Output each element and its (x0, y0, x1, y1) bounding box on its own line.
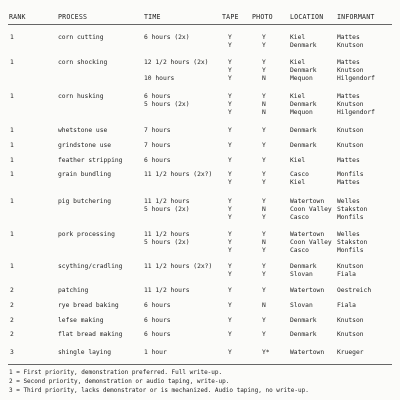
row-tape: Y (228, 271, 232, 278)
row-location: Denmark (290, 42, 317, 49)
row-location: Mequon (290, 75, 313, 82)
row-location: Kiel (290, 34, 306, 41)
row-photo: N (262, 206, 266, 213)
row-photo: Y (262, 59, 266, 66)
row-photo: Y (262, 179, 266, 186)
footnote-rank-1: 1 = First priority, demonstration preferred. Full write-up. (9, 369, 223, 376)
row-tape: Y (228, 247, 232, 254)
row-photo: Y (262, 247, 266, 254)
row-photo: Y (262, 231, 266, 238)
row-tape: Y (228, 239, 232, 246)
row-rank: 1 (10, 231, 14, 238)
row-tape: Y (228, 34, 232, 41)
row-tape: Y (228, 206, 232, 213)
row-tape: Y (228, 231, 232, 238)
row-rank: 1 (10, 59, 14, 66)
footnote-rank-3: 3 = Third priority, lacks demonstrator or is mechanized. Audio taping, no write-up. (9, 387, 309, 394)
row-location: Denmark (290, 317, 317, 324)
row-process: pig butchering (58, 198, 112, 205)
row-location: Casco (290, 247, 309, 254)
row-location: Denmark (290, 127, 317, 134)
row-process: feather stripping (58, 157, 123, 164)
footnote-rule (8, 364, 392, 365)
row-photo: Y (262, 198, 266, 205)
row-photo: Y (262, 127, 266, 134)
row-informant: Knutson (337, 142, 364, 149)
row-process: flat bread making (58, 331, 123, 338)
row-time: 6 hours (144, 93, 171, 100)
row-location: Denmark (290, 331, 317, 338)
row-process: whetstone use (58, 127, 108, 134)
row-tape: Y (228, 157, 232, 164)
row-informant: Mattes (337, 157, 360, 164)
row-process: scything/cradling (58, 263, 123, 270)
row-location: Casco (290, 214, 309, 221)
row-tape: Y (228, 179, 232, 186)
row-time: 6 hours (2x) (144, 34, 190, 41)
row-rank: 2 (10, 317, 14, 324)
header-rank: RANK (9, 13, 26, 21)
row-photo: Y (262, 67, 266, 74)
row-photo: Y (262, 34, 266, 41)
row-informant: Hilgendorf (337, 75, 375, 82)
row-informant: Knutson (337, 127, 364, 134)
row-tape: Y (228, 349, 232, 356)
row-informant: Oestreich (337, 287, 372, 294)
row-informant: Mattes (337, 179, 360, 186)
row-informant: Stakston (337, 206, 368, 213)
row-informant: Knutson (337, 331, 364, 338)
row-informant: Knutson (337, 101, 364, 108)
row-photo: N (262, 101, 266, 108)
row-time: 7 hours (144, 142, 171, 149)
row-location: Kiel (290, 93, 306, 100)
row-rank: 1 (10, 142, 14, 149)
row-location: Denmark (290, 101, 317, 108)
row-time: 5 hours (2x) (144, 101, 190, 108)
row-tape: Y (228, 171, 232, 178)
row-tape: Y (228, 127, 232, 134)
row-informant: Mattes (337, 59, 360, 66)
row-informant: Mattes (337, 34, 360, 41)
row-rank: 1 (10, 127, 14, 134)
footnote-rank-2: 2 = Second priority, demonstration or audio taping, write-up. (9, 378, 230, 385)
row-time: 5 hours (2x) (144, 206, 190, 213)
row-photo: N (262, 239, 266, 246)
row-time: 6 hours (144, 331, 171, 338)
row-time: 6 hours (144, 302, 171, 309)
row-informant: Mattes (337, 93, 360, 100)
header-informant: INFORMANT (337, 13, 375, 21)
row-location: Kiel (290, 59, 306, 66)
row-location: Slovan (290, 271, 313, 278)
row-location: Watertown (290, 349, 325, 356)
row-photo: Y (262, 42, 266, 49)
row-informant: Welles (337, 198, 360, 205)
row-rank: 2 (10, 302, 14, 309)
row-informant: Knutson (337, 67, 364, 74)
row-photo: Y (262, 157, 266, 164)
row-photo: N (262, 302, 266, 309)
row-rank: 2 (10, 331, 14, 338)
row-process: corn shocking (58, 59, 108, 66)
row-time: 11 1/2 hours (144, 287, 190, 294)
row-location: Coon Valley (290, 239, 332, 246)
row-tape: Y (228, 214, 232, 221)
row-time: 12 1/2 hours (2x) (144, 59, 209, 66)
row-photo: Y (262, 287, 266, 294)
row-time: 1 hour (144, 349, 167, 356)
header-rule (8, 24, 392, 25)
row-time: 5 hours (2x) (144, 239, 190, 246)
row-informant: Stakston (337, 239, 368, 246)
row-photo: Y (262, 142, 266, 149)
row-photo: Y* (262, 349, 270, 356)
row-location: Watertown (290, 231, 325, 238)
row-rank: 1 (10, 198, 14, 205)
row-informant: Monfils (337, 214, 364, 221)
row-location: Casco (290, 171, 309, 178)
row-photo: Y (262, 263, 266, 270)
row-process: corn husking (58, 93, 104, 100)
row-time: 6 hours (144, 317, 171, 324)
row-informant: Knutson (337, 42, 364, 49)
row-informant: Knutson (337, 263, 364, 270)
row-location: Watertown (290, 198, 325, 205)
row-time: 7 hours (144, 127, 171, 134)
row-photo: Y (262, 214, 266, 221)
row-location: Denmark (290, 67, 317, 74)
header-tape: TAPE (222, 13, 239, 21)
row-tape: Y (228, 287, 232, 294)
row-location: Mequon (290, 109, 313, 116)
header-time: TIME (144, 13, 161, 21)
row-tape: Y (228, 142, 232, 149)
row-process: corn cutting (58, 34, 104, 41)
row-informant: Hilgendorf (337, 109, 375, 116)
row-rank: 2 (10, 287, 14, 294)
row-photo: Y (262, 171, 266, 178)
header-process: PROCESS (58, 13, 88, 21)
row-informant: Welles (337, 231, 360, 238)
row-time: 11 1/2 hours (144, 198, 190, 205)
row-time: 11 1/2 hours (144, 231, 190, 238)
row-informant: Fiala (337, 302, 356, 309)
row-tape: Y (228, 263, 232, 270)
row-photo: N (262, 75, 266, 82)
row-informant: Monfils (337, 247, 364, 254)
row-rank: 1 (10, 157, 14, 164)
row-photo: Y (262, 93, 266, 100)
row-location: Watertown (290, 287, 325, 294)
row-tape: Y (228, 101, 232, 108)
row-rank: 1 (10, 34, 14, 41)
row-tape: Y (228, 331, 232, 338)
header-photo: PHOTO (252, 13, 273, 21)
row-process: patching (58, 287, 89, 294)
row-photo: Y (262, 331, 266, 338)
row-informant: Knutson (337, 317, 364, 324)
row-tape: Y (228, 317, 232, 324)
row-time: 11 1/2 hours (2x?) (144, 263, 213, 270)
row-process: grain bundling (58, 171, 112, 178)
row-rank: 1 (10, 263, 14, 270)
row-location: Kiel (290, 157, 306, 164)
row-location: Slovan (290, 302, 313, 309)
row-process: grindstone use (58, 142, 112, 149)
row-tape: Y (228, 67, 232, 74)
row-process: pork processing (58, 231, 115, 238)
row-informant: Fiala (337, 271, 356, 278)
row-rank: 1 (10, 93, 14, 100)
row-informant: Monfils (337, 171, 364, 178)
row-location: Kiel (290, 179, 306, 186)
row-tape: Y (228, 302, 232, 309)
row-location: Denmark (290, 263, 317, 270)
row-photo: Y (262, 317, 266, 324)
row-photo: N (262, 109, 266, 116)
row-rank: 1 (10, 171, 14, 178)
row-tape: Y (228, 93, 232, 100)
row-location: Denmark (290, 142, 317, 149)
header-location: LOCATION (290, 13, 324, 21)
row-tape: Y (228, 59, 232, 66)
row-time: 11 1/2 hours (2x?) (144, 171, 213, 178)
row-process: rye bread baking (58, 302, 119, 309)
row-process: lefse making (58, 317, 104, 324)
row-time: 10 hours (144, 75, 175, 82)
row-tape: Y (228, 109, 232, 116)
row-photo: Y (262, 271, 266, 278)
row-location: Coon Valley (290, 206, 332, 213)
row-tape: Y (228, 42, 232, 49)
row-rank: 3 (10, 349, 14, 356)
row-tape: Y (228, 75, 232, 82)
row-informant: Krueger (337, 349, 364, 356)
row-tape: Y (228, 198, 232, 205)
row-process: shingle laying (58, 349, 112, 356)
row-time: 6 hours (144, 157, 171, 164)
